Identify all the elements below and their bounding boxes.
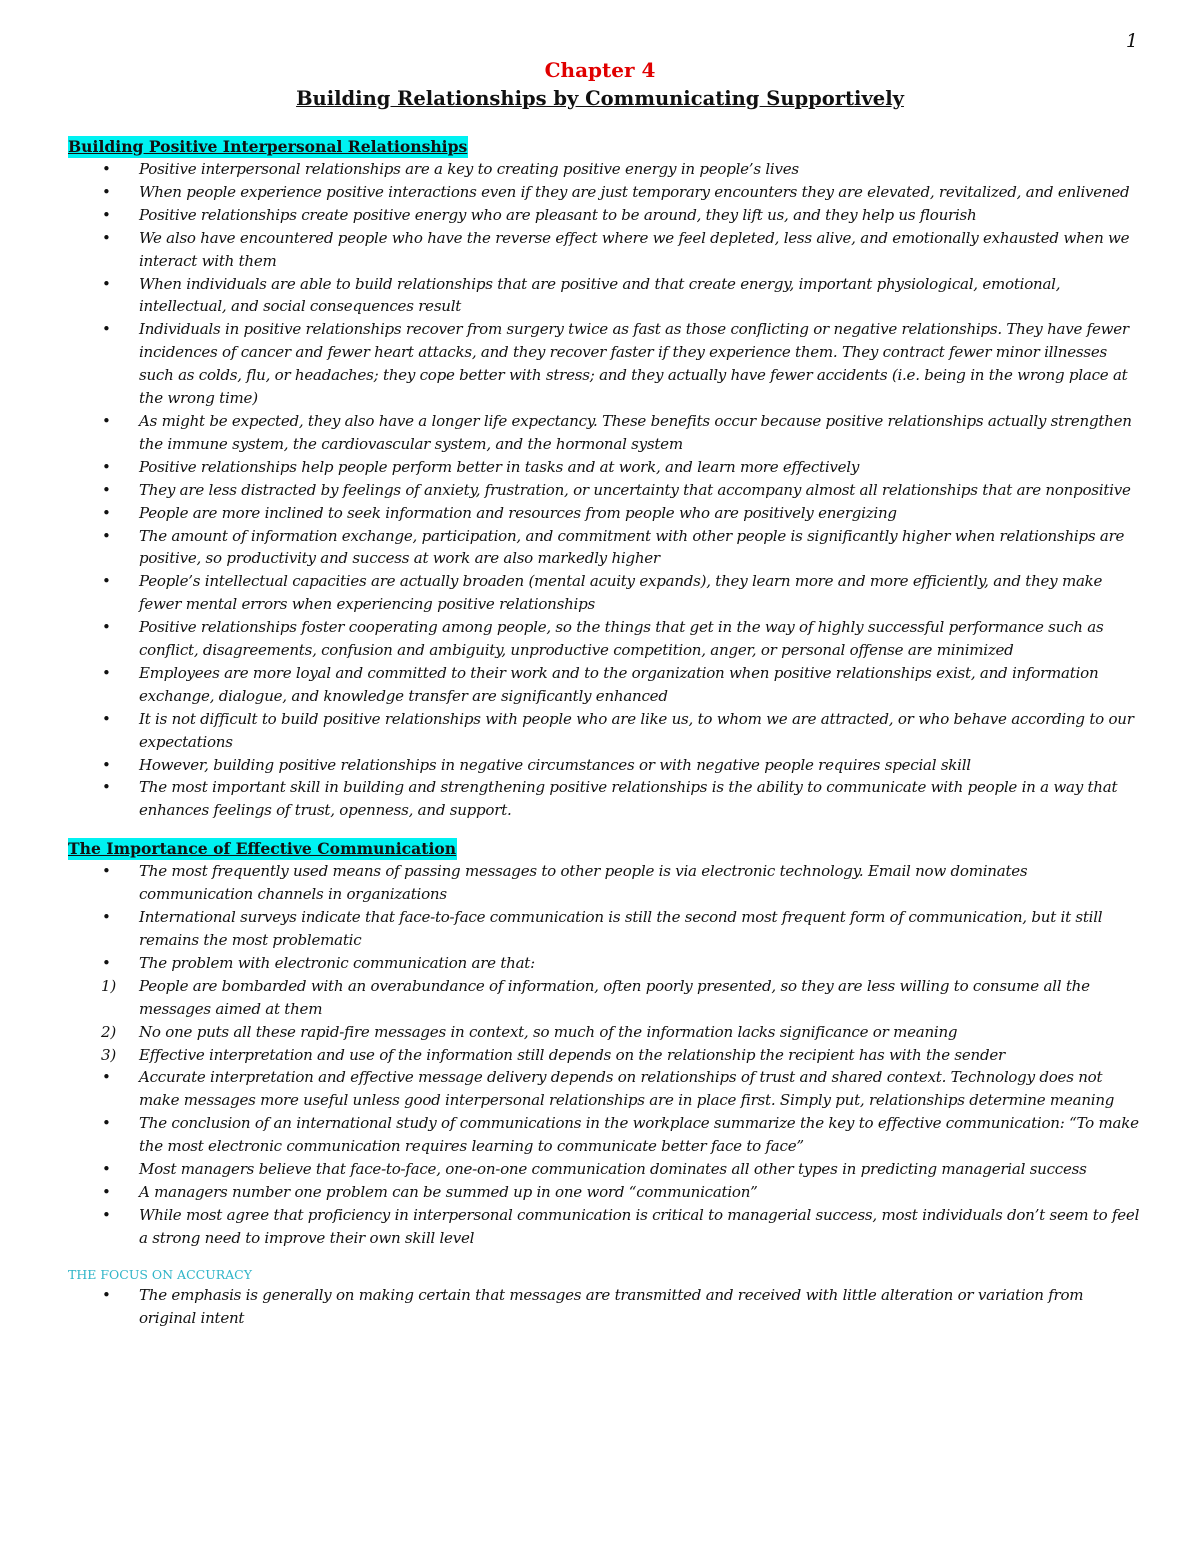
numbered-text: Effective interpretation and use of the information still depends on the relationship the recipient has with the sender — [139, 1045, 1005, 1064]
bullet-icon: • — [102, 1182, 111, 1201]
bullet-item — [68, 1112, 1140, 1158]
bullet-icon: • — [102, 1205, 111, 1224]
bullet-text: The conclusion of an international study of communications in the workplace summarize the key to effective communication: “To make the most electronic communication requires learning to communicate better face to face” — [139, 1114, 1139, 1156]
bullet-icon: • — [102, 663, 111, 682]
bullet-item — [68, 616, 1140, 662]
bullet-list — [68, 1066, 1140, 1249]
numbered-list — [68, 975, 1140, 1067]
bullet-icon: • — [102, 228, 111, 247]
bullet-item — [68, 952, 1140, 975]
bullet-text: Accurate interpretation and effective message delivery depends on relationships of trust and shared context. Technology does not make messages more useful unless good interpersonal relationships are in place first. Simply put, relationships determine meaning — [139, 1068, 1115, 1110]
bullet-text: Individuals in positive relationships recover from surgery twice as fast as those conflicting or negative relationships. They have fewer incidences of cancer and fewer heart attacks, and they recover faster if they experience them. They contract fewer minor illnesses such as colds, flu, or headaches; they cope better with stress; and they actually have fewer accidents (i.e. being in the wrong place at the wrong time) — [139, 320, 1129, 408]
bullet-icon: • — [102, 953, 111, 972]
bullet-text: The problem with electronic communication are that: — [139, 953, 535, 972]
bullet-text: Employees are more loyal and committed to their work and to the organization when positive relationships exist, and information exchange, dialogue, and knowledge transfer are significantly enhanced — [139, 663, 1099, 705]
page-number: 1 — [1125, 30, 1138, 52]
bullet-text: The most frequently used means of passing messages to other people is via electronic technology. Email now dominates communication channels in organizations — [139, 862, 1028, 904]
bullet-text: People’s intellectual capacities are actually broaden (mental acuity expands), they learn more and more efficiently, and they make fewer mental errors when experiencing positive relationships — [139, 572, 1103, 614]
bullet-text: While most agree that proficiency in interpersonal communication is critical to managerial success, most individuals don’t seem to feel a strong need to improve their own skill level — [139, 1205, 1140, 1247]
bullet-item — [68, 1181, 1140, 1204]
bullet-item — [68, 525, 1140, 571]
bullet-icon: • — [102, 526, 111, 545]
bullet-item — [68, 708, 1140, 754]
numbered-item — [0, 1021, 1140, 1044]
bullet-item — [68, 227, 1140, 273]
bullet-icon: • — [102, 618, 111, 637]
bullet-text: International surveys indicate that face-to-face communication is still the second most frequent form of communication, but it still remains the most problematic — [139, 908, 1103, 949]
item-number: 2) — [101, 1022, 116, 1041]
bullet-text: As might be expected, they also have a longer life expectancy. These benefits occur because positive relationships actually strengthen the immune system, the cardiovascular system, and the hormonal system — [139, 411, 1132, 453]
bullet-text: Most managers believe that face-to-face, one-on-one communication dominates all other types in predicting managerial success — [139, 1160, 1087, 1179]
item-number: 3) — [101, 1045, 116, 1064]
bullet-text: However, building positive relationships in negative circumstances or with negative people requires special skill — [139, 755, 971, 774]
bullet-icon: • — [102, 862, 111, 881]
bullet-item — [68, 456, 1140, 479]
numbered-item — [0, 1044, 1140, 1067]
bullet-item — [68, 204, 1140, 227]
bullet-text: It is not difficult to build positive relationships with people who are like us, to whom we are attracted, or who behave according to our expectations — [139, 709, 1134, 751]
bullet-text: They are less distracted by feelings of anxiety, frustration, or uncertainty that accompany almost all relationships that are nonpositive — [139, 480, 1131, 499]
bullet-text: The amount of information exchange, participation, and commitment with other people is significantly higher when relationships are positive, so productivity and success at work are also markedly higher — [139, 526, 1125, 568]
bullet-icon: • — [102, 503, 111, 522]
numbered-text: People are bombarded with an overabundance of information, often poorly presented, so they are less willing to consume all the messages aimed at them — [139, 976, 1090, 1018]
bullet-text: Positive relationships help people perform better in tasks and at work, and learn more effectively — [139, 457, 860, 476]
bullet-text: When individuals are able to build relationships that are positive and that create energy, important physiological, emotional, intellectual, and social consequences result — [139, 274, 1061, 316]
bullet-item — [68, 158, 1140, 181]
bullet-text: Positive relationships foster cooperating among people, so the things that get in the way of highly successful performance such as conflict, disagreements, confusion and ambiguity, unproductive competition, anger, or personal offense are minimized — [139, 618, 1104, 660]
document-body — [68, 136, 1140, 1346]
chapter-label: Chapter 4 — [544, 58, 656, 82]
bullet-text: Positive relationships create positive energy who are pleasant to be around, they lift us, and they help us flourish — [139, 205, 977, 224]
bullet-item — [68, 318, 1140, 410]
bullet-item — [68, 860, 1140, 906]
bullet-item — [68, 570, 1140, 616]
bullet-icon: • — [102, 908, 111, 927]
bullet-list — [68, 860, 1140, 975]
bullet-icon: • — [102, 1114, 111, 1133]
bullet-icon: • — [102, 480, 111, 499]
numbered-text: No one puts all these rapid-fire messages in context, so much of the information lacks significance or meaning — [139, 1022, 958, 1041]
bullet-icon: • — [102, 274, 111, 293]
section-focus-on-accuracy — [68, 1266, 1140, 1330]
bullet-text: When people experience positive interactions even if they are just temporary encounters they are elevated, revitalized, and enlivened — [139, 182, 1130, 201]
subheading: THE FOCUS ON ACCURACY — [68, 1266, 252, 1282]
bullet-item — [68, 906, 1140, 952]
bullet-icon: • — [102, 1160, 111, 1179]
bullet-item — [68, 1204, 1140, 1250]
bullet-text: The emphasis is generally on making certain that messages are transmitted and received with little alteration or variation from original intent — [139, 1285, 1084, 1327]
numbered-list-wrapper — [68, 975, 1140, 1067]
bullet-item — [68, 181, 1140, 204]
bullet-list — [68, 158, 1140, 822]
bullet-text: A managers number one problem can be summed up in one word “communication” — [139, 1182, 758, 1201]
bullet-icon: • — [102, 320, 111, 339]
bullet-text: We also have encountered people who have the reverse effect where we feel depleted, less alive, and emotionally exhausted when we interact with them — [139, 228, 1130, 270]
bullet-item — [68, 502, 1140, 525]
bullet-icon: • — [102, 160, 111, 178]
numbered-item — [0, 975, 1140, 1021]
bullet-item — [68, 410, 1140, 456]
bullet-icon: • — [102, 182, 111, 201]
bullet-item — [68, 754, 1140, 777]
bullet-icon: • — [102, 572, 111, 591]
bullet-item — [68, 1284, 1140, 1330]
bullet-item — [68, 1066, 1140, 1112]
bullet-icon: • — [102, 778, 111, 797]
bullet-icon: • — [102, 457, 111, 476]
bullet-item — [68, 479, 1140, 502]
bullet-text: The most important skill in building and strengthening positive relationships is the ability to communicate with people in a way that enhances feelings of trust, openness, and support. — [139, 778, 1118, 820]
document-title: Building Relationships by Communicating Supportively — [296, 87, 904, 110]
bullet-text: Positive interpersonal relationships are a key to creating positive energy in people’s lives — [139, 160, 799, 178]
bullet-list — [68, 1284, 1140, 1330]
section-heading: The Importance of Effective Communication — [68, 839, 457, 859]
section-effective-communication — [68, 838, 1140, 1249]
section-positive-relationships — [68, 136, 1140, 822]
bullet-item — [68, 662, 1140, 708]
bullet-item — [68, 273, 1140, 319]
bullet-icon: • — [102, 1068, 111, 1087]
bullet-text: People are more inclined to seek information and resources from people who are positively energizing — [139, 503, 897, 522]
bullet-item — [68, 1158, 1140, 1181]
bullet-item — [68, 776, 1140, 822]
bullet-icon: • — [102, 709, 111, 728]
section-heading: Building Positive Interpersonal Relationships — [68, 137, 468, 156]
bullet-icon: • — [102, 755, 111, 774]
item-number: 1) — [101, 976, 116, 995]
bullet-icon: • — [102, 205, 111, 224]
bullet-icon: • — [102, 1285, 111, 1304]
bullet-icon: • — [102, 411, 111, 430]
